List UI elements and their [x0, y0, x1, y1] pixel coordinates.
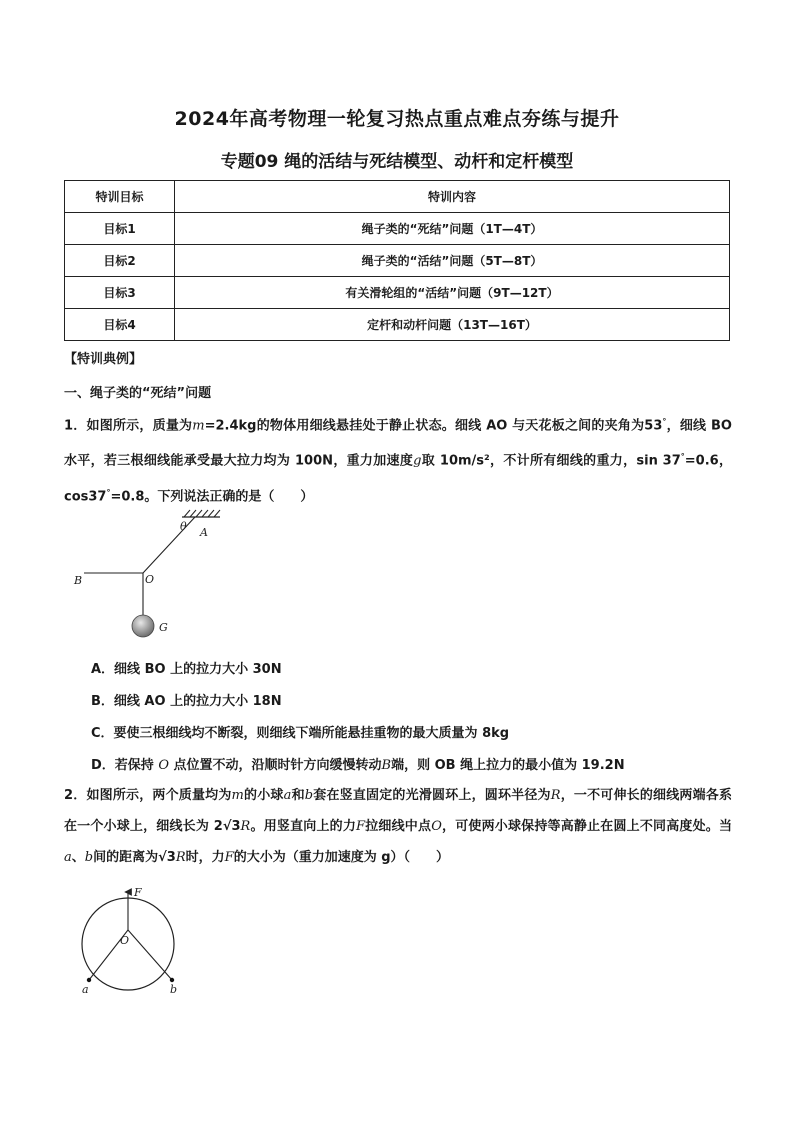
table-cell-goal: 目标3: [65, 277, 175, 309]
string-ob: [128, 930, 172, 980]
table-row: [65, 309, 730, 341]
label-f: F: [134, 886, 142, 899]
table-cell-content: 绳子类的“活结”问题（5T—8T）: [175, 245, 730, 277]
option-a: A．细线 BO 上的拉力大小 30N: [91, 662, 282, 677]
table-header-content: 特训内容: [175, 181, 730, 213]
table-header-row: [65, 181, 730, 213]
question-number: 2．: [64, 788, 87, 803]
string-ao: [143, 517, 195, 573]
ball-a: [87, 978, 91, 982]
subsection-title: 一、绳子类的“死结”问题: [64, 386, 212, 401]
option-b: B．细线 AO 上的拉力大小 18N: [91, 694, 282, 709]
label-b: B: [74, 574, 83, 587]
table-row: [65, 277, 730, 309]
question-2-stem: 2．如图所示，两个质量均为m的小球a和b套在竖直固定的光滑圆环上，圆环半径为R，一不可伸长的细线两端各系在一个小球上，细线长为 2√3R。用竖直向上的力F拉细线中点O，可使两小球保持等高静止在圆上不同高度处。当a、b间的距离为√3R时，力F的大小为（重力加速度为 g）（ ）: [64, 788, 732, 865]
question-1-figure: [70, 505, 240, 645]
question-number: 1．: [64, 418, 87, 434]
table-cell-goal: 目标4: [65, 309, 175, 341]
label-a: a: [82, 983, 89, 996]
table-cell-content: 定杆和动杆问题（13T—16T）: [175, 309, 730, 341]
table-cell-content: 绳子类的“死结”问题（1T—4T）: [175, 213, 730, 245]
hanging-ball: [132, 615, 154, 637]
page-title: 2024年高考物理一轮复习热点重点难点夯练与提升: [174, 108, 620, 130]
ball-b: [170, 978, 174, 982]
table-row: [65, 245, 730, 277]
question-1-stem: 1．如图所示，质量为m=2.4kg的物体用细线悬挂处于静止状态。细线 AO 与天花板之间的夹角为53°，细线 BO 水平，若三根细线能承受最大拉力均为 100N，重力加速度g取 10m/s²，不计所有细线的重力，sin 37°=0.6，cos37°=0.8。下列说法正确的是（ ）: [64, 417, 732, 504]
table-header-goal: 特训目标: [65, 181, 175, 213]
ceiling-hatch: [184, 510, 220, 517]
option-d: D．若保持 O 点位置不动，沿顺时针方向缓慢转动B端，则 OB 绳上拉力的最小值为 19.2N: [91, 758, 625, 773]
section-label: 【特训典例】: [64, 352, 143, 367]
page-subtitle: 专题09 绳的活结与死结模型、动杆和定杆模型: [220, 152, 574, 172]
label-o: O: [120, 934, 130, 947]
training-goals-table: [64, 180, 730, 341]
label-o: O: [145, 573, 155, 586]
option-c: C．要使三根细线均不断裂，则细线下端所能悬挂重物的最大质量为 8kg: [91, 726, 510, 741]
table-cell-goal: 目标2: [65, 245, 175, 277]
table-row: [65, 213, 730, 245]
label-g: G: [159, 621, 168, 634]
table-cell-content: 有关滑轮组的“活结”问题（9T—12T）: [175, 277, 730, 309]
table-cell-goal: 目标1: [65, 213, 175, 245]
label-a: A: [200, 526, 208, 539]
label-theta: θ: [180, 520, 187, 533]
label-b: b: [170, 983, 178, 996]
question-2-figure: [72, 882, 192, 1002]
